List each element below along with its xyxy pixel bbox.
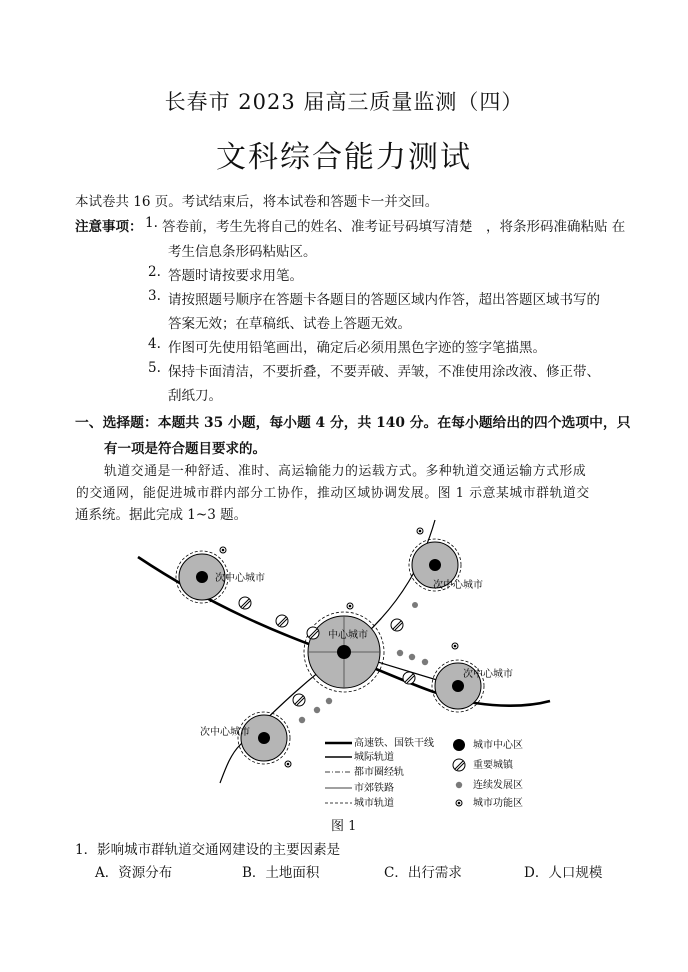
legend-symbol-4: 城市功能区	[473, 798, 523, 809]
legend-symbol-town-icon	[453, 759, 465, 771]
passage-line3: 通系统。据此完成 1~3 题。	[75, 507, 248, 523]
rail-network-map	[130, 515, 560, 835]
legend-symbol-2: 重要城镇	[473, 760, 513, 771]
notice-item-5-num: 5.	[148, 360, 161, 376]
notice-item-2-line1: 答题时请按要求用笔。	[168, 268, 303, 284]
notice-item-4-line1: 作图可先使用铅笔画出，确定后必须用黑色字迹的签字笔描黑。	[168, 340, 546, 356]
question-1-option-a[interactable]: A．资源分布	[95, 865, 173, 881]
notice-item-3-line2: 答案无效；在草稿纸、试卷上答题无效。	[168, 316, 411, 332]
legend-symbol-development-icon	[456, 782, 462, 788]
legend-lines	[325, 743, 352, 803]
notice-item-3-num: 3.	[148, 288, 161, 304]
right-city	[432, 660, 484, 712]
passage-line2: 的交通网，能促进城市群内部分工协作，推动区域协调发展。图 1 示意某城市群轨道交	[76, 486, 590, 501]
center-city-label: 中心城市	[328, 630, 368, 641]
exam-subtitle: 文科综合能力测试	[216, 140, 472, 175]
bottomleft-city-label: 次中心城市	[200, 727, 250, 738]
section-heading-line2: 有一项是符合题目要求的。	[104, 441, 266, 457]
notice-item-2-num: 2.	[148, 264, 161, 280]
intro-text: 本试卷共 16 页。考试结束后，将本试卷和答题卡一并交回。	[75, 194, 439, 210]
exam-title: 长春市 2023 届高三质量监测（四）	[164, 90, 524, 114]
legend-line-3: 都市圈经轨	[354, 767, 404, 778]
topright-city-label: 次中心城市	[433, 580, 483, 591]
legend-symbol-center-icon	[453, 739, 465, 751]
passage-line1: 轨道交通是一种舒适、准时、高运输能力的运载方式。多种轨道交通运输方式形成	[104, 464, 587, 479]
notice-item-3-line1: 请按照题号顺序在答题卡各题目的答题区域内作答，超出答题区域书写的	[168, 292, 600, 308]
question-1-option-b[interactable]: B．土地面积	[242, 865, 320, 881]
legend-line-1: 高速铁、国铁干线	[354, 738, 434, 749]
notice-item-5-line1: 保持卡面清洁，不要折叠，不要弄破、弄皱，不准使用涂改液、修正带、	[168, 364, 600, 380]
legend-line-5: 城市轨道	[354, 798, 394, 809]
notice-item-4-num: 4.	[148, 336, 161, 352]
right-city-label: 次中心城市	[463, 669, 513, 680]
question-1-stem: 1．影响城市群轨道交通网建设的主要因素是	[75, 842, 341, 858]
notice-item-5-line2: 刮纸刀。	[168, 388, 222, 404]
question-1-option-c[interactable]: C．出行需求	[384, 865, 462, 881]
legend-line-2: 城际轨道	[354, 752, 394, 763]
notice-item-1-line1: 答卷前，考生先将自己的姓名、准考证号码填写清楚 ，将条形码准确粘贴 在	[162, 219, 626, 235]
figure-caption: 图 1	[331, 819, 357, 834]
bottomleft-city	[238, 712, 290, 764]
center-city	[304, 612, 384, 692]
section-heading-line1: 一、选择题：本题共 35 小题，每小题 4 分，共 140 分。在每小题给出的四个选项中，只	[75, 415, 631, 431]
legend-symbol-3: 连续发展区	[473, 780, 523, 791]
legend-symbol-1: 城市中心区	[473, 740, 523, 751]
notice-item-1-line2: 考生信息条形码粘贴区。	[168, 244, 317, 260]
legend-line-4: 市郊铁路	[354, 783, 394, 794]
legend-symbol-function-icon	[456, 800, 462, 806]
center-city-core	[337, 645, 351, 659]
notice-item-1-num: 1.	[145, 215, 158, 231]
topleft-city-label: 次中心城市	[215, 573, 265, 584]
question-1-option-d[interactable]: D．人口规模	[524, 865, 603, 881]
notice-label: 注意事项：	[75, 219, 143, 235]
